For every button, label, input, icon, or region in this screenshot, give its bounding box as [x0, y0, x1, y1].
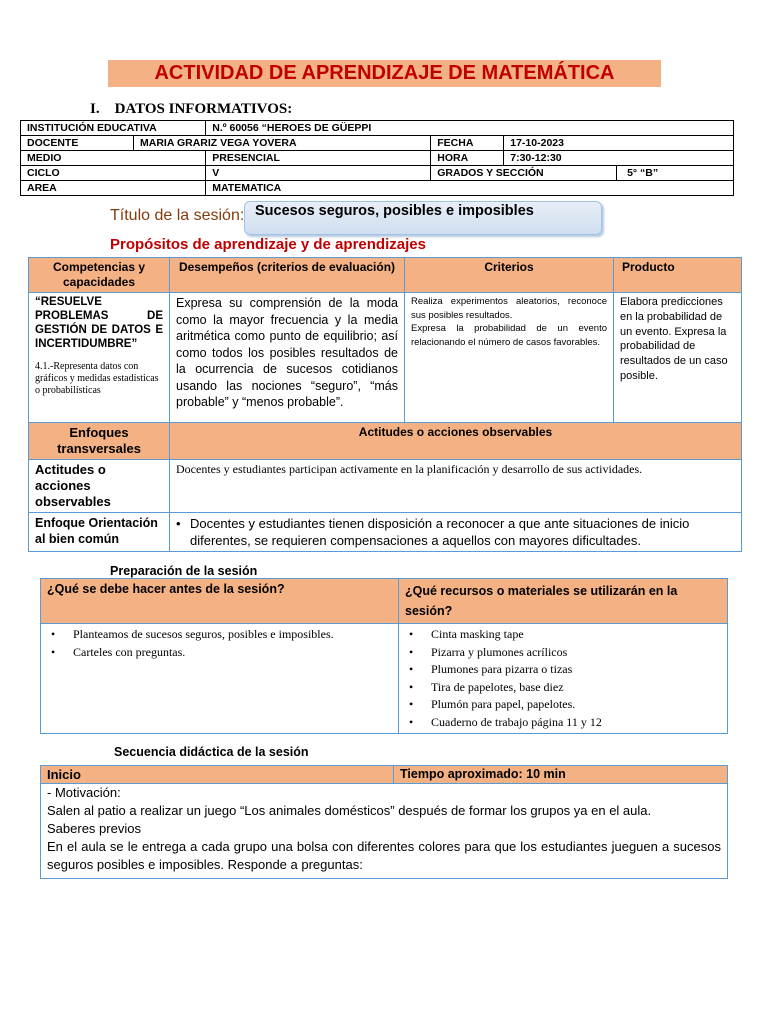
antes-list — [47, 626, 392, 661]
header-criterios: Criterios — [405, 258, 614, 293]
grados-value: 5° “B” — [617, 166, 734, 181]
secuencia-cell — [41, 784, 728, 879]
antes-cell — [41, 624, 399, 734]
ciclo-label: CICLO — [21, 166, 206, 181]
institucion-label: INSTITUCIÓN EDUCATIVA — [21, 121, 206, 136]
list-item: • Tira de papelotes, base diez — [405, 679, 721, 697]
actitudes-value: Docentes y estudiantes participan activamente en la planificación y desarrollo de sus actividades. — [170, 460, 742, 513]
fecha-value: 17-10-2023 — [504, 136, 734, 151]
enfoque-label: Enfoque Orientación al bien común — [29, 513, 170, 552]
docente-value: MARIA GRARIZ VEGA YOVERA — [134, 136, 431, 151]
competencia-text: “RESUELVE PROBLEMAS DE GESTIÓN DE DATOS E INCERTIDUMBRE” — [35, 296, 163, 350]
header-antes: ¿Qué se debe hacer antes de la sesión? — [41, 579, 399, 624]
section-heading: I. DATOS INFORMATIVOS: — [90, 101, 293, 117]
secuencia-table — [40, 765, 728, 879]
fecha-label: FECHA — [431, 136, 504, 151]
header-tiempo: Tiempo aproximado: 10 min — [394, 766, 728, 784]
docente-label: DOCENTE — [21, 136, 134, 151]
header-producto: Producto — [614, 258, 742, 293]
hora-value: 7:30-12:30 — [504, 151, 734, 166]
session-title-label: Título de la sesión: — [110, 207, 245, 224]
area-label: AREA — [21, 181, 206, 196]
area-value: MATEMATICA — [206, 181, 734, 196]
propositos-heading: Propósitos de aprendizaje y de aprendizajes — [110, 236, 426, 253]
secuencia-line: Saberes previos — [47, 821, 141, 836]
competencia-cell — [29, 293, 170, 423]
grados-label: GRADOS Y SECCIÓN — [431, 166, 617, 181]
criterios-cell — [405, 293, 614, 423]
secuencia-line: - Motivación: — [47, 785, 121, 800]
list-item: • Plumones para pizarra o tizas — [405, 661, 721, 679]
header-actitudes: Actitudes o acciones observables — [170, 423, 742, 460]
header-desempenos: Desempeños (criterios de evaluación) — [170, 258, 405, 293]
list-item: • Carteles con preguntas. — [47, 644, 392, 662]
actitudes-label: Actitudes o acciones observables — [29, 460, 170, 513]
list-item: • Planteamos de sucesos seguros, posibles e imposibles. — [47, 626, 392, 644]
recursos-cell — [399, 624, 728, 734]
preparacion-table — [40, 578, 728, 734]
secuencia-line: En el aula se le entrega a cada grupo una bolsa con diferentes colores para que los estudiantes jueguen a sucesos seguros posibles e imposibles. Responde a preguntas: — [47, 839, 721, 872]
propositos-table — [28, 257, 742, 552]
enfoque-cell — [170, 513, 742, 552]
secuencia-line: Salen al patio a realizar un juego “Los animales domésticos” después de formar los grupos ya en el aula. — [47, 803, 652, 818]
bullet-icon: • — [176, 516, 181, 531]
enfoque-value: Docentes y estudiantes tienen disposición a reconocer a que ante situaciones de inicio diferentes, se requieren compensaciones a aquellos con mayores dificultades. — [190, 516, 690, 548]
header-competencias: Competencias y capacidades — [29, 258, 170, 293]
info-table — [20, 120, 734, 196]
list-item: • Cuaderno de trabajo página 11 y 12 — [405, 714, 721, 732]
page-title: ACTIVIDAD DE APRENDIZAJE DE MATEMÁTICA — [108, 60, 661, 87]
list-item: • Cinta masking tape — [405, 626, 721, 644]
ciclo-value: V — [206, 166, 431, 181]
enfoque-bullet — [176, 515, 735, 549]
header-recursos: ¿Qué recursos o materiales se utilizarán en la sesión? — [399, 579, 728, 624]
list-item: • Pizarra y plumones acrílicos — [405, 644, 721, 662]
medio-value: PRESENCIAL — [206, 151, 431, 166]
criterio-2: Expresa la probabilidad de un evento relacionando el número de casos favorables. — [411, 323, 607, 348]
criterio-1: Realiza experimentos aleatorios, reconoce sus posibles resultados. — [411, 296, 607, 321]
desempeno-cell — [170, 293, 405, 423]
producto-cell — [614, 293, 742, 423]
list-item: • Plumón para papel, papelotes. — [405, 696, 721, 714]
producto-text: Elabora predicciones en la probabilidad de un evento. Expresa la probabilidad de resultados de un caso posible. — [620, 296, 728, 382]
institucion-value: N.º 60056 “HEROES DE GÜEPPI — [206, 121, 734, 136]
recursos-list — [405, 626, 721, 731]
desempeno-text: Expresa su comprensión de la moda como la mayor frecuencia y la media aritmética como punto de equilibrio; así como todos los posibles resultados de la ocurrencia de sucesos cotidianos usando las nociones “seguro”, “más probable” y “menos probable”. — [176, 296, 398, 409]
hora-label: HORA — [431, 151, 504, 166]
header-inicio: Inicio — [41, 766, 394, 784]
header-enfoques: Enfoques transversales — [29, 423, 170, 460]
secuencia-heading: Secuencia didáctica de la sesión — [114, 745, 309, 759]
capacidad-text: 4.1.-Representa datos con gráficos y medidas estadísticas o probabilísticas — [35, 361, 159, 396]
medio-label: MEDIO — [21, 151, 206, 166]
preparacion-heading: Preparación de la sesión — [110, 564, 258, 578]
session-title-box — [244, 201, 602, 235]
session-title-value: Sucesos seguros, posibles e imposibles — [255, 203, 534, 219]
